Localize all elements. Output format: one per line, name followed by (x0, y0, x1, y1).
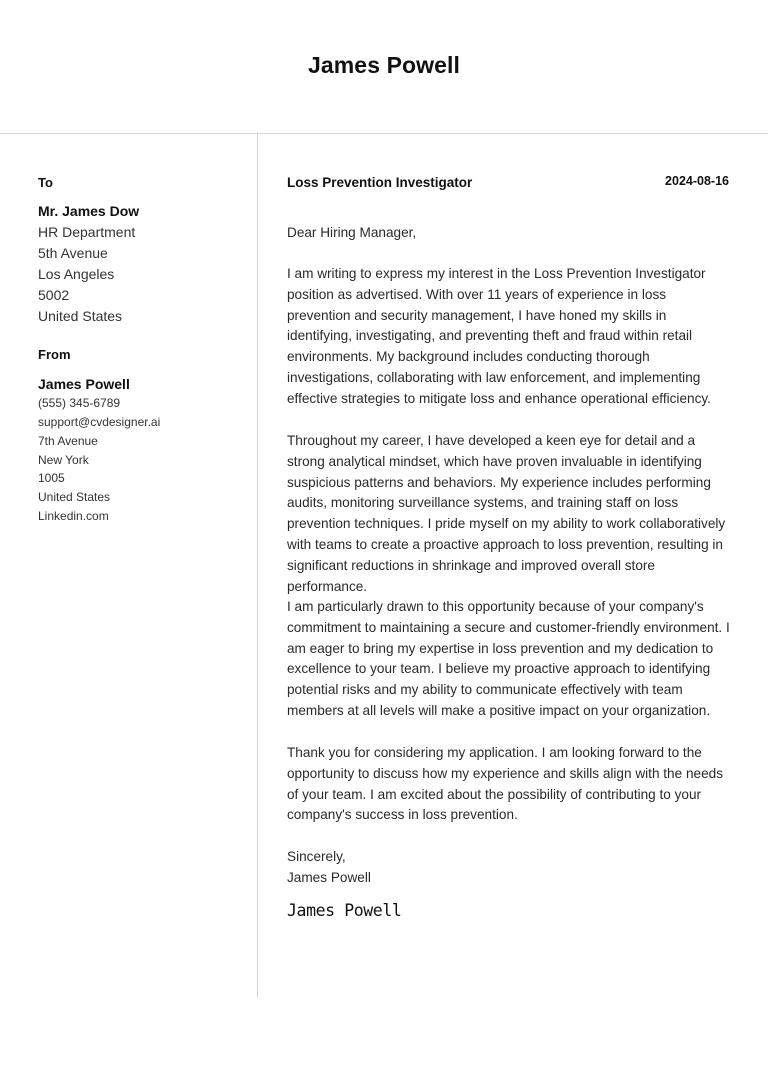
sender-name: James Powell (38, 376, 130, 392)
paragraph-2: Throughout my career, I have developed a keen eye for detail and a strong analytical mindset, which have proven invaluable in identifying suspicious patterns and behaviors. My experience includes performing audits, monitoring surveillance systems, and training staff on loss prevention techniques. I pride myself on my ability to work collaboratively with teams to create a proactive approach to loss prevention, resulting in significant reductions in shrinkage and improved overall store performance. (287, 433, 726, 594)
paragraph-1: I am writing to express my interest in the Loss Prevention Investigator position as advertised. With over 11 years of experience in loss prevention and security management, I have honed my skills in identifying, investigating, and preventing theft and fraud within retail environments. My background includes conducting thorough investigations, collaborating with law enforcement, and implementing effective strategies to mitigate loss and enhance operational efficiency. (287, 266, 711, 406)
sender-phone: (555) 345-6789 (38, 396, 121, 410)
job-title: Loss Prevention Investigator (287, 175, 473, 190)
sender-website: Linkedin.com (38, 509, 109, 523)
closing: Sincerely, (287, 849, 346, 864)
recipient-street: 5th Avenue (38, 245, 108, 261)
paragraph-3: I am particularly drawn to this opportunity because of your company's commitment to maintaining a secure and customer-friendly environment. I am eager to bring my expertise in loss prevention and my dedication to excellence to your team. I believe my proactive approach to identifying potential risks and my ability to communicate effectively with team members at all levels will make a positive impact on your organization. (287, 599, 730, 718)
sender-city: New York (38, 453, 89, 467)
signature: James Powell (287, 901, 402, 920)
sender-zip: 1005 (38, 471, 65, 485)
sender-street: 7th Avenue (38, 434, 98, 448)
recipient-city: Los Angeles (38, 266, 115, 282)
recipient-department: HR Department (38, 224, 136, 240)
salutation: Dear Hiring Manager, (287, 225, 417, 240)
recipient-name: Mr. James Dow (38, 203, 140, 219)
letter-header (0, 0, 768, 133)
applicant-name-title: James Powell (307, 52, 461, 78)
column-divider (257, 134, 258, 998)
recipient-heading: To (38, 175, 53, 190)
recipient-zip: 5002 (38, 287, 70, 303)
recipient-country: United States (38, 308, 123, 324)
paragraph-4: Thank you for considering my application. I am looking forward to the opportunity to discuss how my experience and skills align with the needs of your team. I am excited about the possibility of contributing to your company's success in loss prevention. (287, 745, 723, 823)
header-divider (0, 133, 768, 134)
sender-heading: From (38, 347, 71, 362)
letter-date: 2024-08-16 (665, 174, 729, 188)
sender-email: support@cvdesigner.ai (38, 415, 161, 429)
closing-name: James Powell (287, 870, 371, 885)
sender-country: United States (38, 490, 111, 504)
